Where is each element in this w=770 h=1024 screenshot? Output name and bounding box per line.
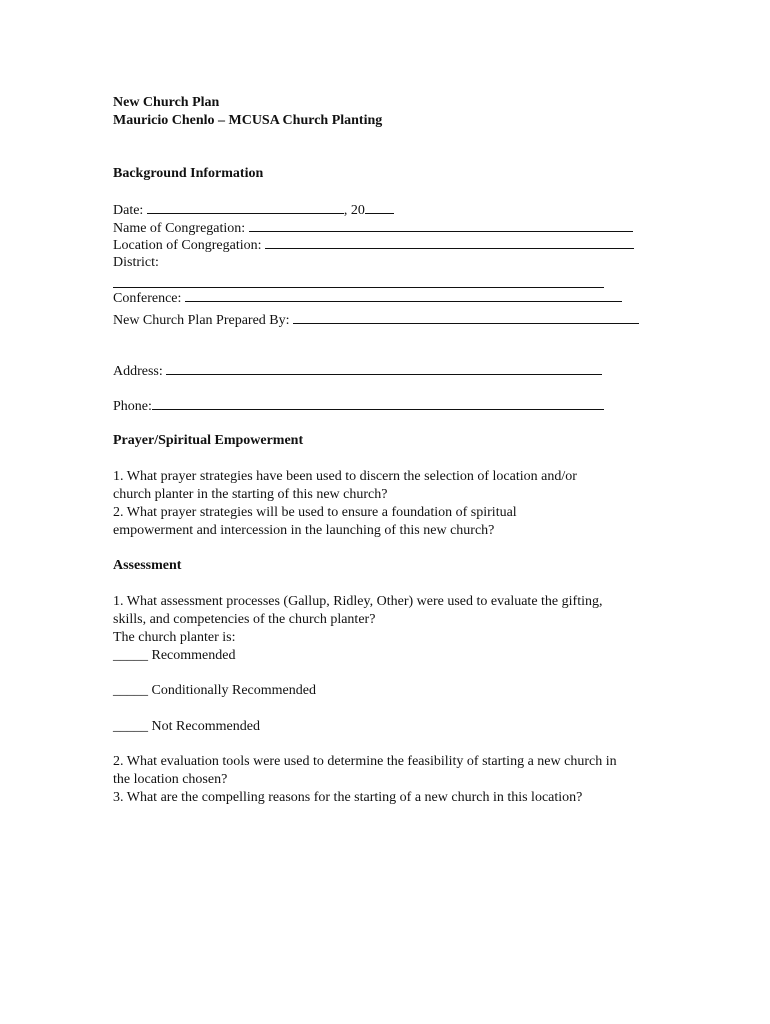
congregation-name-row (113, 219, 633, 237)
assessment-heading: Assessment (113, 558, 182, 573)
date-label: Date: (113, 203, 144, 218)
planter-is-label: The church planter is: (113, 630, 236, 645)
congregation-name-label: Name of Congregation: (113, 221, 246, 236)
address-field[interactable] (166, 362, 602, 375)
prepared-by-field[interactable] (293, 311, 639, 324)
document-subtitle: Mauricio Chenlo – MCUSA Church Planting (113, 113, 383, 128)
conference-row (113, 289, 622, 307)
address-label: Address: (113, 364, 163, 379)
date-field[interactable] (147, 201, 344, 214)
phone-field[interactable] (152, 397, 604, 410)
date-row (113, 201, 394, 219)
prayer-question-1-line-1: 1. What prayer strategies have been used to discern the selection of location and/or (113, 469, 577, 484)
conference-field[interactable] (185, 289, 622, 302)
address-row (113, 362, 602, 380)
background-heading: Background Information (113, 166, 264, 181)
conference-label: Conference: (113, 291, 182, 306)
phone-row (113, 397, 604, 415)
option-conditionally-recommended[interactable]: _____ Conditionally Recommended (113, 683, 316, 698)
prayer-question-1-line-2: church planter in the starting of this new church? (113, 487, 388, 502)
congregation-location-row (113, 236, 634, 254)
district-field[interactable] (113, 287, 604, 288)
document-title: New Church Plan (113, 95, 220, 110)
prepared-by-label: New Church Plan Prepared By: (113, 313, 290, 328)
prepared-by-row (113, 311, 639, 329)
assessment-question-1-line-1: 1. What assessment processes (Gallup, Ridley, Other) were used to evaluate the gifting, (113, 594, 603, 609)
assessment-question-3: 3. What are the compelling reasons for the starting of a new church in this location? (113, 790, 583, 805)
phone-label: Phone: (113, 399, 152, 414)
option-not-recommended[interactable]: _____ Not Recommended (113, 719, 260, 734)
prayer-heading: Prayer/Spiritual Empowerment (113, 433, 304, 448)
date-year-prefix: , 20 (343, 203, 365, 218)
option-recommended[interactable]: _____ Recommended (113, 648, 236, 663)
assessment-question-2-line-1: 2. What evaluation tools were used to determine the feasibility of starting a new church in (113, 754, 617, 769)
congregation-location-label: Location of Congregation: (113, 238, 262, 253)
assessment-question-1-line-2: skills, and competencies of the church planter? (113, 612, 376, 627)
district-label: District: (113, 255, 159, 270)
prayer-question-2-line-2: empowerment and intercession in the launching of this new church? (113, 523, 495, 538)
congregation-name-field[interactable] (249, 219, 633, 232)
assessment-question-2-line-2: the location chosen? (113, 772, 228, 787)
date-year-field[interactable] (365, 201, 394, 214)
congregation-location-field[interactable] (265, 236, 634, 249)
prayer-question-2-line-1: 2. What prayer strategies will be used to ensure a foundation of spiritual (113, 505, 517, 520)
